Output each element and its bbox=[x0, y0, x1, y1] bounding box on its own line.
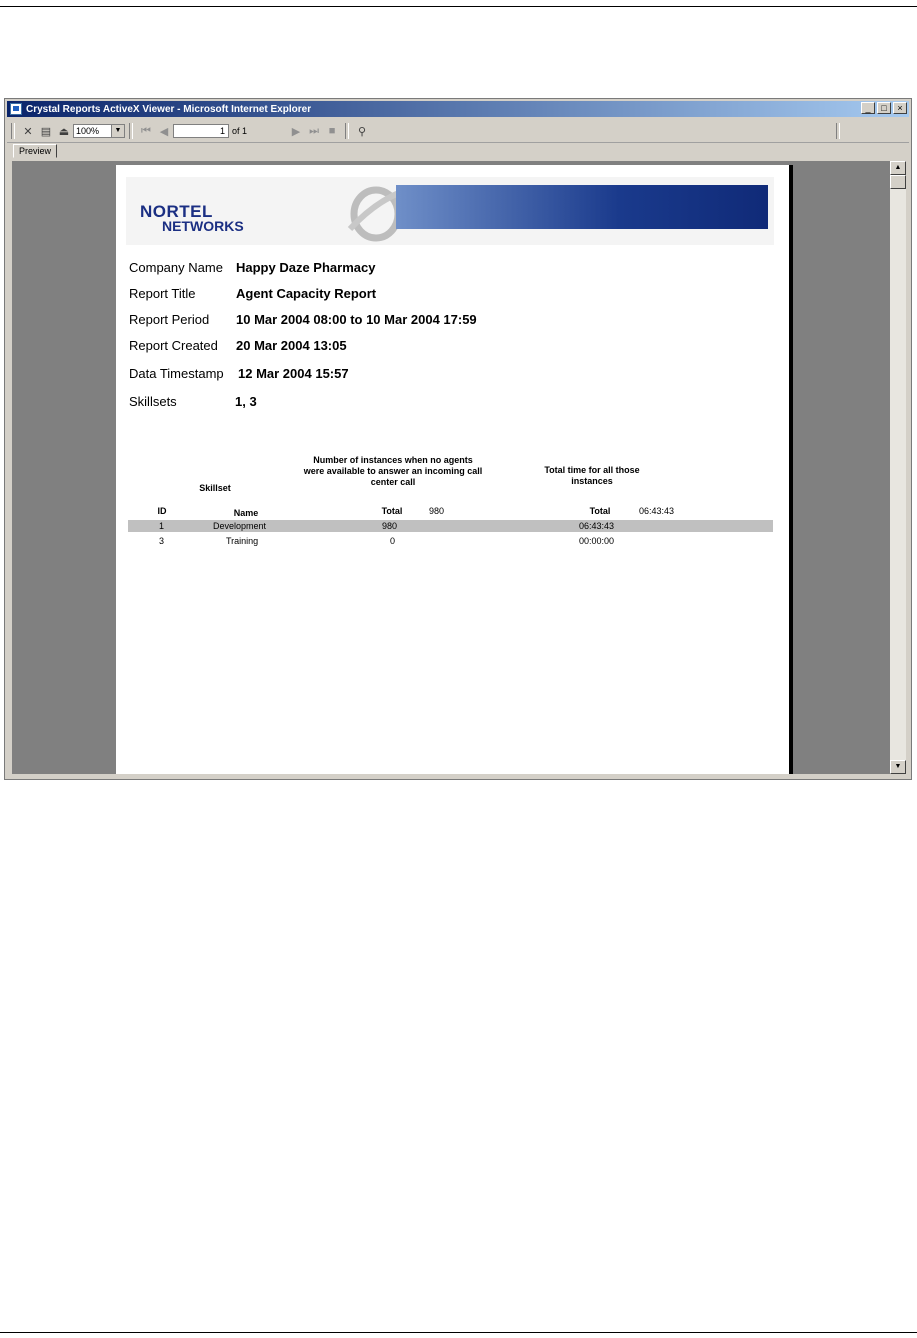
field-value: 1, 3 bbox=[235, 394, 257, 409]
browser-window bbox=[4, 98, 912, 780]
first-page-icon[interactable]: ⏮ bbox=[141, 124, 151, 137]
field-label: Report Title bbox=[129, 286, 196, 301]
stop-icon[interactable]: ■ bbox=[328, 125, 336, 137]
close-report-icon[interactable]: ✕ bbox=[23, 125, 33, 138]
minimize-button[interactable]: _ bbox=[861, 102, 875, 114]
field-label: Data Timestamp bbox=[129, 366, 224, 381]
chevron-down-icon[interactable]: ▼ bbox=[111, 125, 124, 137]
nortel-logo bbox=[140, 202, 244, 234]
page-count: of 1 bbox=[232, 126, 248, 136]
scroll-down-icon[interactable]: ▼ bbox=[890, 760, 906, 774]
instances-total-header: Total bbox=[381, 506, 403, 516]
logo-line2: NETWORKS bbox=[162, 218, 244, 234]
row-name: Training bbox=[226, 536, 259, 546]
close-button[interactable]: × bbox=[893, 102, 907, 114]
page-top-rule bbox=[0, 6, 917, 7]
row-name: Development bbox=[213, 521, 267, 531]
time-grand-total: 06:43:43 bbox=[639, 506, 675, 516]
logo-line1: NORTEL bbox=[140, 202, 213, 221]
zoom-value: 100% bbox=[76, 126, 100, 136]
search-binoculars-icon[interactable]: ⚲ bbox=[357, 125, 367, 138]
instances-grand-total: 980 bbox=[429, 506, 445, 516]
field-value: Happy Daze Pharmacy bbox=[236, 260, 376, 275]
name-column-header: Name bbox=[233, 508, 259, 518]
field-value: 12 Mar 2004 15:57 bbox=[238, 366, 349, 381]
instances-column-header: Number of instances when no agents were available to answer an incoming call center call bbox=[303, 455, 483, 487]
maximize-button[interactable]: □ bbox=[877, 102, 891, 114]
row-time: 00:00:00 bbox=[579, 536, 615, 546]
report-header-banner bbox=[126, 177, 774, 245]
export-icon[interactable]: ⏏ bbox=[58, 125, 70, 138]
viewer-toolbar bbox=[7, 120, 909, 143]
window-title: Crystal Reports ActiveX Viewer - Microsoft Internet Explorer bbox=[26, 103, 312, 115]
row-id: 3 bbox=[159, 536, 165, 546]
field-label: Company Name bbox=[129, 260, 223, 275]
ie-window-icon[interactable] bbox=[10, 103, 22, 115]
toolbar-separator bbox=[11, 123, 15, 139]
field-value: 10 Mar 2004 08:00 to 10 Mar 2004 17:59 bbox=[236, 312, 477, 327]
report-viewport[interactable] bbox=[12, 161, 890, 774]
scroll-thumb[interactable] bbox=[890, 175, 906, 189]
previous-page-icon[interactable]: ◀ bbox=[159, 125, 169, 138]
row-instances: 980 bbox=[382, 521, 398, 531]
title-bar[interactable] bbox=[7, 101, 909, 117]
row-instances: 0 bbox=[390, 536, 396, 546]
scroll-up-icon[interactable]: ▲ bbox=[890, 161, 906, 175]
page-bottom-rule bbox=[0, 1332, 917, 1333]
tab-bar bbox=[7, 144, 909, 158]
next-page-icon[interactable]: ▶ bbox=[291, 125, 301, 138]
skillset-group-header: Skillset bbox=[199, 483, 231, 493]
field-label: Report Created bbox=[129, 338, 218, 353]
field-value: 20 Mar 2004 13:05 bbox=[236, 338, 347, 353]
table-row bbox=[128, 535, 773, 547]
id-column-header: ID bbox=[157, 506, 167, 516]
row-time: 06:43:43 bbox=[579, 521, 615, 531]
toolbar-separator bbox=[129, 123, 133, 139]
report-page bbox=[116, 165, 789, 774]
field-label: Skillsets bbox=[129, 394, 177, 409]
toolbar-separator bbox=[836, 123, 840, 139]
last-page-icon[interactable]: ⏭ bbox=[309, 124, 319, 137]
tab-preview[interactable]: Preview bbox=[13, 144, 57, 158]
time-total-header: Total bbox=[589, 506, 611, 516]
vertical-scrollbar[interactable] bbox=[890, 161, 906, 774]
page-number-input[interactable]: 1 bbox=[173, 124, 229, 138]
time-column-header: Total time for all those instances bbox=[544, 465, 640, 486]
print-icon[interactable]: ▤ bbox=[40, 125, 52, 138]
table-row bbox=[128, 520, 773, 532]
row-id: 1 bbox=[159, 521, 165, 531]
zoom-select[interactable] bbox=[73, 124, 125, 138]
blue-gradient-band bbox=[396, 185, 768, 229]
field-label: Report Period bbox=[129, 312, 210, 327]
toolbar-separator bbox=[345, 123, 349, 139]
field-value: Agent Capacity Report bbox=[236, 286, 377, 301]
